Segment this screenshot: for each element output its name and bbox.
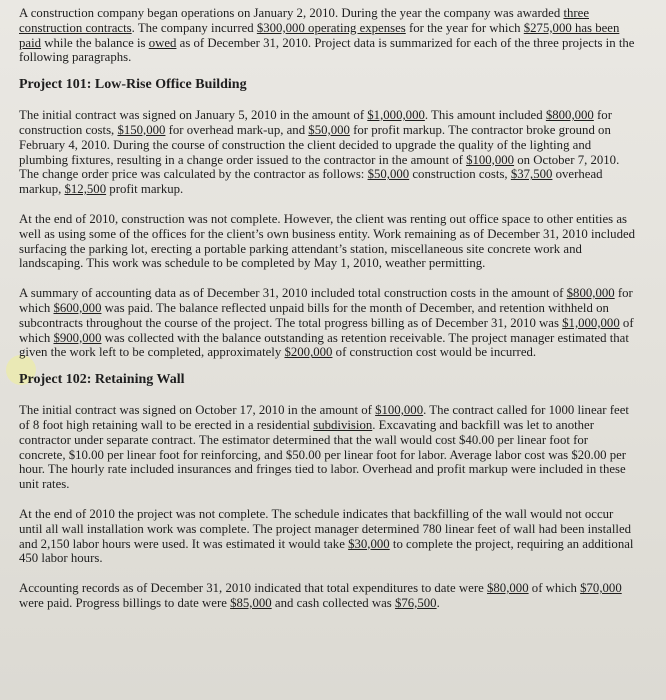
underlined-amount: $12,500: [64, 182, 107, 197]
project-101-status-paragraph: At the end of 2010, construction was not complete. However, the client was renting out office space to other entities as well as using some of the offices for the client’s own business entity. Work remaining as of December 31, 2010 included surfacing the parking lot, erecting a portable parking attendant’s station, miscellaneous site concrete work and landscaping. This work was schedule to be completed by May 1, 2010, weather permitting.: [19, 211, 636, 271]
underlined-text: $275,000 has been paid: [19, 20, 620, 50]
underlined-amount: $150,000: [117, 122, 166, 137]
underlined-amount: $50,000: [367, 167, 410, 182]
project-101-contract-paragraph: The initial contract was signed on January 5, 2010 in the amount of $1,000,000. This amount included $800,000 for construction costs, $150,000 for overhead mark-up, and $50,000 for profit markup. The contractor broke ground on February 4, 2010. During the course of construction the client decided to upgrade the quality of the lighting and plumbing fixtures, resulting in a change order issued to the contractor in the amount of $100,000 on October 7, 2010. The change order price was calculated by the contractor as follows: $50,000 construction costs, $37,500 overhead markup, $12,500 profit markup.: [19, 108, 620, 197]
underlined-amount: $37,500: [510, 167, 553, 182]
project-102-accounting-paragraph: Accounting records as of December 31, 2010 indicated that total expenditures to date were $80,000 of which $70,000 were paid. Progress billings to date were $85,000 and cash collected was $76,500.: [19, 581, 622, 610]
project-101-accounting-paragraph: A summary of accounting data as of December 31, 2010 included total construction costs in the amount of $800,000 for which $600,000 was paid. The balance reflected unpaid bills for the month of December, and retention withheld on subcontracts throughout the course of the project. The total progress billing as of December 31, 2010 was $1,000,000 of which $900,000 was collected with the balance outstanding as retention receivable. The project manager estimated that given the work left to be completed, approximately $200,000 of construction cost would be incurred.: [19, 286, 634, 360]
underlined-amount: $70,000: [580, 581, 622, 596]
project-102-heading: Project 102: Retaining Wall: [19, 372, 185, 388]
underlined-amount: $85,000: [230, 595, 272, 610]
underlined-amount: $600,000: [53, 300, 102, 315]
underlined-text: subdivision: [313, 417, 373, 432]
underlined-amount: $80,000: [487, 581, 529, 596]
underlined-text: $300,000 operating expenses: [256, 20, 406, 35]
underlined-amount: $100,000: [466, 152, 515, 167]
document-body: [19, 6, 637, 611]
project-102-contract-paragraph: The initial contract was signed on October 17, 2010 in the amount of $100,000. The contract called for 1000 linear feet of 8 foot high retaining wall to be erected in a residential subdivision. Excavating and backfill was let to another contractor under separate contract. The estimator determined that the wall would cost $40.00 per linear foot for concrete, $10.00 per linear foot for reinforcing, and $50.00 per linear foot for labor. Average labor cost was $20.00 per hour. The hourly rate included insurances and fringes tied to labor. Overhead and profit markup were included in these unit rates.: [19, 403, 629, 492]
underlined-amount: $76,500: [394, 595, 437, 610]
underlined-text: owed: [148, 35, 177, 50]
underlined-amount: $50,000: [308, 122, 350, 137]
project-102-status-paragraph: At the end of 2010 the project was not complete. The schedule indicates that backfilling of the wall would not occur until all wall installation work was complete. The project manager determined 780 linear feet of wall had been installed and 2,150 labor hours were used. It was estimated it would take $30,000 to complete the project, requiring an additional 450 labor hours.: [19, 506, 634, 566]
underlined-amount: $800,000: [566, 286, 615, 301]
project-101-heading: Project 101: Low-Rise Office Building: [19, 77, 247, 93]
underlined-amount: $800,000: [545, 108, 594, 123]
underlined-amount: $1,000,000: [367, 108, 425, 123]
intro-paragraph: A construction company began operations on January 2, 2010. During the year the company was awarded three construction contracts. The company incurred $300,000 operating expenses for the year for which $275,000 has been paid while the balance is owed as of December 31, 2010. Project data is summarized for each of the three projects in the following paragraphs.: [19, 6, 635, 65]
underlined-amount: $1,000,000: [562, 315, 620, 330]
underlined-amount: $30,000: [348, 536, 390, 551]
underlined-amount: $100,000: [375, 403, 424, 418]
underlined-text: three construction contracts: [19, 6, 590, 35]
underlined-amount: $900,000: [53, 330, 102, 345]
underlined-amount: $200,000: [284, 345, 333, 360]
